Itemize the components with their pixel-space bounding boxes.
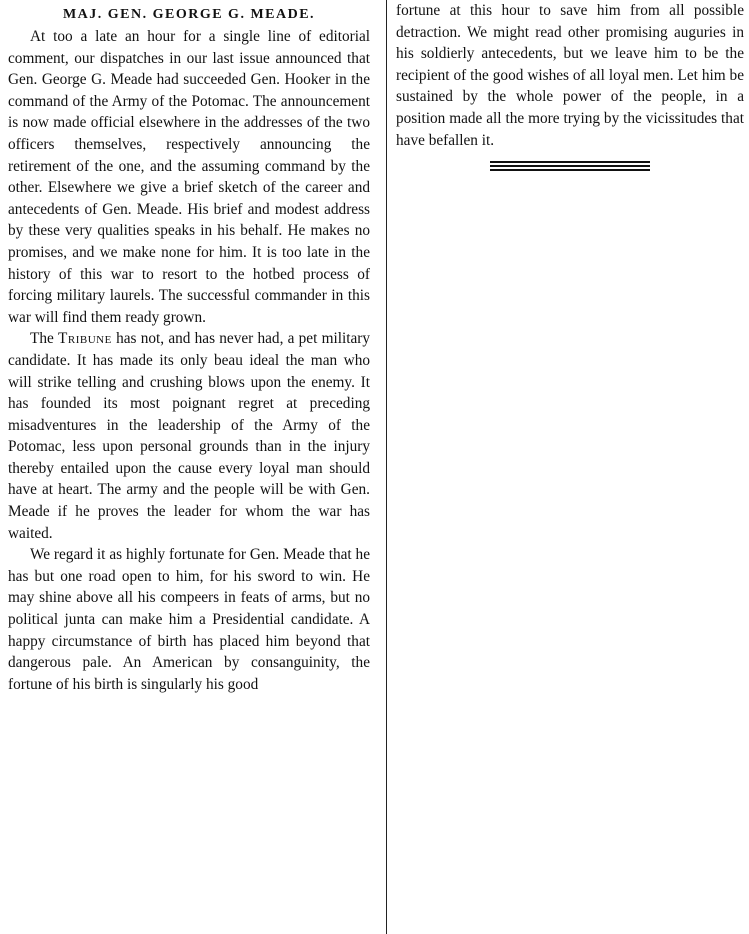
newspaper-name: Tribune [58, 330, 112, 348]
article-headline: MAJ. GEN. GEORGE G. MEADE. [62, 7, 316, 22]
left-column [8, 0, 382, 934]
article-paragraph-1: At too a late an hour for a single line of editorial comment, our dispatches in our last issue announced that Gen. George G. Meade had succeeded Gen. Hooker in the command of the Army of the Potomac. The announcement is now made official elsewhere in the addresses of the two officers themselves, respectively announcing the retirement of the one, and the assuming command by the other. Elsewhere we give a brief sketch of the career and antecedents of Gen. Meade. His brief and modest address by these very qualities speaks in his behalf. He makes no promises, and we make none for him. It is too late in the history of this war to resort to the hotbed process of forcing military laurels. The successful commander in this war will find them ready grown. [8, 28, 370, 326]
end-rule [490, 161, 650, 171]
right-column [396, 0, 744, 934]
end-rule-line-3 [490, 169, 650, 171]
column-divider [386, 0, 387, 934]
end-rule-line-1 [490, 161, 650, 163]
article-paragraph-2 [8, 328, 370, 544]
paragraph-2-lead: The [30, 330, 54, 348]
article-paragraph-3-continued: fortune at this hour to save him from all possible detraction. We might read other promising auguries in his soldierly antecedents, but we leave him to be the recipient of the good wishes of all loyal men. Let him be sustained by the whole power of the people, in a position made all the more trying by the vicissitudes that have befallen it. [396, 2, 744, 149]
paragraph-2-rest: has not, and has never had, a pet military candidate. It has made its only beau ideal the man who will strike telling and crushing blows upon the enemy. It has founded its most poignant regret at preceding misadventures in the leadership of the Army of the Potomac, less upon personal grounds than in the injury thereby entailed upon the cause every loyal man should have at heart. The army and the people will be with Gen. Meade if he proves the leader for whom the war has waited. [8, 330, 371, 542]
end-rule-line-2 [490, 165, 650, 167]
article-paragraph-3: We regard it as highly fortunate for Gen. Meade that he has but one road open to him, for his sword to win. He may shine above all his compeers in feats of arms, but no political junta can make him a Presidential candidate. A happy circumstance of birth has placed him beyond that dangerous pale. An American by consanguinity, the fortune of his birth is singularly his good [8, 546, 370, 693]
